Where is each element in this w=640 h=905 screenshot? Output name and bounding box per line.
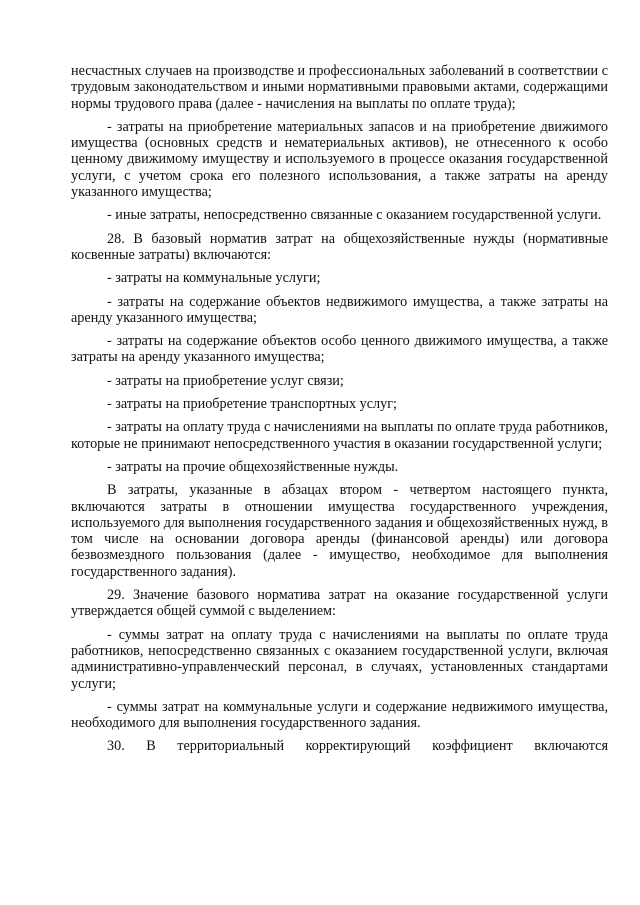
paragraph-utilities: - затраты на коммунальные услуги; <box>107 270 321 287</box>
paragraph-labor-indirect: - затраты на оплату труда с начислениями на выплаты по оплате труда работников, которые не принимают непосредственного участия в оказании государственной услуги; <box>71 419 608 452</box>
paragraph-item-30: 30. В территориальный корректирующий коэффициент включаются <box>107 738 608 755</box>
paragraph-continuation: несчастных случаев на производстве и профессиональных заболеваний в соответствии с трудовым законодательством и иными нормативными правовыми актами, содержащими нормы трудового права (далее - начисления на выплаты по оплате труда); <box>71 63 608 112</box>
paragraph-movable-property: - затраты на содержание объектов особо ценного движимого имущества, а также затраты на аренду указанного имущества; <box>71 333 608 366</box>
paragraph-other-costs: - иные затраты, непосредственно связанные с оказанием государственной услуги. <box>107 207 602 224</box>
paragraph-communication: - затраты на приобретение услуг связи; <box>107 372 344 389</box>
paragraph-included-costs: В затраты, указанные в абзацах втором - четвертом настоящего пункта, включаются затраты в отношении имущества государственного учреждения, используемого для выполнения государственного задания и общехозяйственных нужд, в том числе на основании договора аренды (финансовой аренды) или договора безвозмездного пользования (далее - имущество, необходимое для выполнения государственного задания). <box>71 482 608 580</box>
paragraph-material-costs: - затраты на приобретение материальных запасов и на приобретение движимого имущества (основных средств и нематериальных активов), не отнесенного к особо ценному движимому имуществу и используемого в процессе оказания государственной услуги, с учетом срока его полезного использования, а также затраты на аренду указанного имущества; <box>71 118 608 201</box>
document-page <box>71 63 608 755</box>
paragraph-item-29: 29. Значение базового норматива затрат на оказание государственной услуги утверждается общей суммой с выделением: <box>71 587 608 620</box>
paragraph-utilities-sum: - суммы затрат на коммунальные услуги и содержание недвижимого имущества, необходимого для выполнения государственного задания. <box>71 698 608 732</box>
paragraph-real-estate: - затраты на содержание объектов недвижимого имущества, а также затраты на аренду указанного имущества; <box>71 293 608 326</box>
paragraph-transport: - затраты на приобретение транспортных услуг; <box>107 396 397 413</box>
paragraph-item-28: 28. В базовый норматив затрат на общехозяйственные нужды (нормативные косвенные затраты) включаются: <box>71 230 608 263</box>
paragraph-labor-sum: - суммы затрат на оплату труда с начислениями на выплаты по оплате труда работников, непосредственно связанных с оказанием государственной услуги, включая административно-управленческий персонал, в случаях, установленных стандартами услуги; <box>71 626 608 692</box>
paragraph-other-general: - затраты на прочие общехозяйственные нужды. <box>107 458 399 475</box>
